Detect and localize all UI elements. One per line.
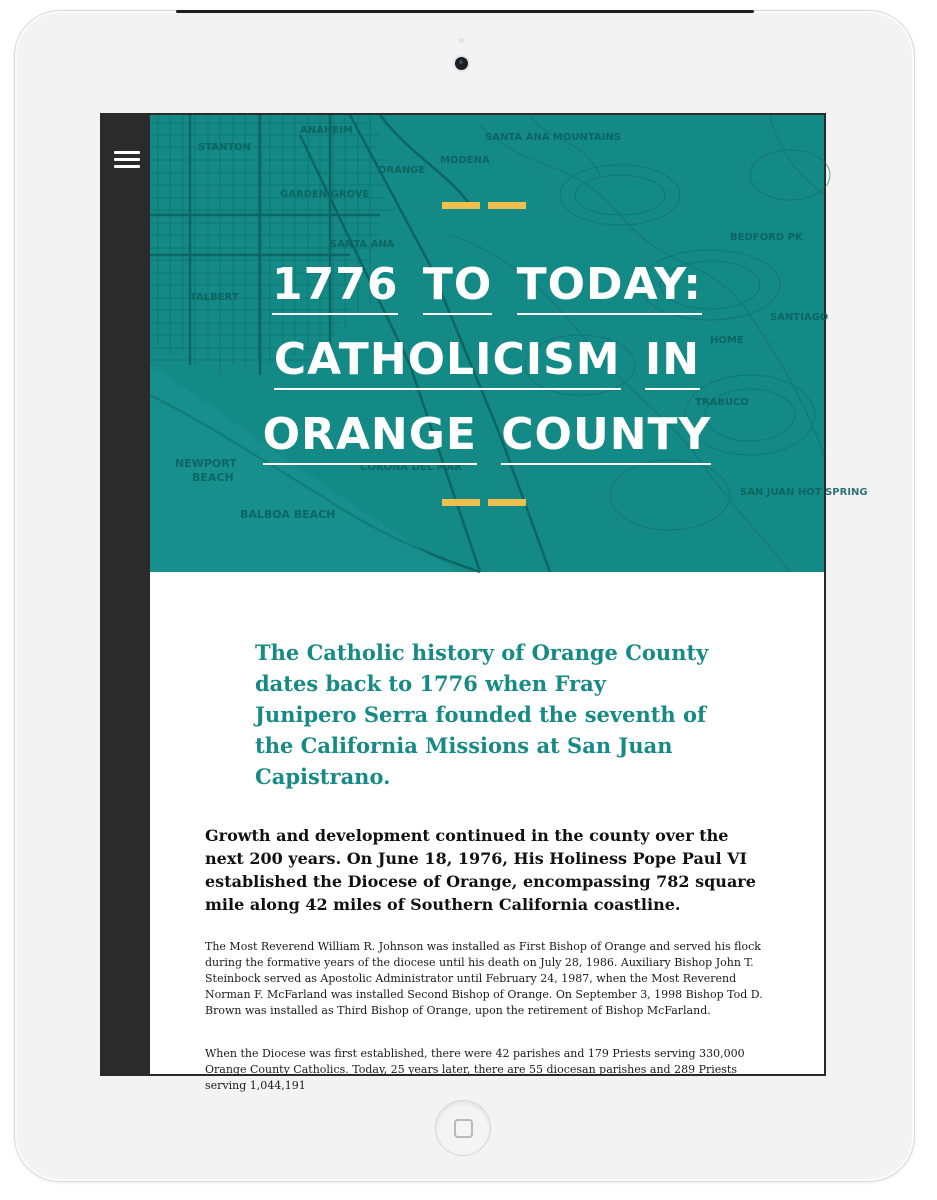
- device-top-edge: [176, 10, 754, 13]
- home-square-icon: [454, 1119, 473, 1138]
- menu-line: [114, 151, 140, 154]
- map-label: HOME: [710, 335, 744, 346]
- title-word: ORANGE: [263, 407, 477, 465]
- body-paragraph: When the Diocese was first established, there were 42 parishes and 179 Priests serving 330,000 Orange County Catholics. Today, 25 years later, there are 55 diocesan parishes and 289 Priests serving 1,044,191: [205, 1047, 745, 1092]
- page-title: [150, 247, 824, 472]
- home-button[interactable]: [435, 1100, 491, 1156]
- map-label: TRABUCO: [695, 397, 749, 408]
- map-label: SANTIAGO: [770, 312, 829, 323]
- intro-paragraph: Growth and development continued in the county over the next 200 years. On June 18, 1976, His Holiness Pope Paul VI established the Diocese of Orange, encompassing 782 square mile along 42 miles of Southern California coastline.: [205, 826, 756, 914]
- menu-line: [114, 165, 140, 168]
- microphone-dot: [459, 38, 464, 43]
- map-label: ANAHEIM: [300, 125, 353, 136]
- map-label: BEDFORD PK: [730, 232, 803, 243]
- title-line-3: [259, 409, 716, 460]
- page-content: [150, 115, 868, 1092]
- title-word: TO: [423, 257, 492, 315]
- title-line-2: [270, 334, 704, 385]
- decorative-dashes-bottom: [442, 499, 528, 507]
- map-label: BEACH: [192, 471, 234, 484]
- map-label: SAN JUAN HOT SPRING: [740, 487, 868, 498]
- decorative-dashes-top: [442, 202, 528, 210]
- front-camera: [455, 57, 468, 70]
- title-word: 1776: [272, 257, 398, 315]
- map-label: STANTON: [198, 142, 252, 153]
- title-word: COUNTY: [501, 407, 711, 465]
- hero-banner: [150, 115, 868, 572]
- map-label: NEWPORT: [175, 457, 237, 470]
- map-label: TALBERT: [190, 292, 239, 303]
- map-label: CORONA DEL MAR: [360, 462, 463, 473]
- lead-paragraph: The Catholic history of Orange County dates back to 1776 when Fray Junipero Serra founded the seventh of the California Missions at San Juan Capistrano.: [255, 640, 709, 789]
- tablet-screen: [102, 115, 868, 1092]
- title-word: IN: [645, 332, 700, 390]
- map-label: SANTA ANA MOUNTAINS: [485, 132, 621, 143]
- title-line-1: [268, 259, 706, 310]
- menu-line: [114, 158, 140, 161]
- map-label: BALBOA BEACH: [240, 508, 336, 521]
- map-label: SANTA ANA: [330, 239, 395, 250]
- hamburger-menu-icon[interactable]: [114, 151, 140, 171]
- sidebar: [102, 115, 150, 1074]
- title-word: TODAY:: [517, 257, 702, 315]
- title-word: CATHOLICISM: [274, 332, 621, 390]
- map-label: ORANGE: [378, 165, 426, 176]
- map-label: MODENA: [440, 155, 490, 166]
- map-label: GARDEN GROVE: [280, 189, 370, 200]
- body-paragraph: The Most Reverend William R. Johnson was installed as First Bishop of Orange and served his flock during the formative years of the diocese until his death on July 28, 1986. Auxiliary Bishop John T. Steinbock served as Apostolic Administrator until February 24, 1987, when the Most Reverend Norman F. McFarland was installed Second Bishop of Orange. On September 3, 1998 Bishop Tod D. Brown was installed as Third Bishop of Orange, upon the retirement of Bishop McFarland.: [205, 940, 763, 1017]
